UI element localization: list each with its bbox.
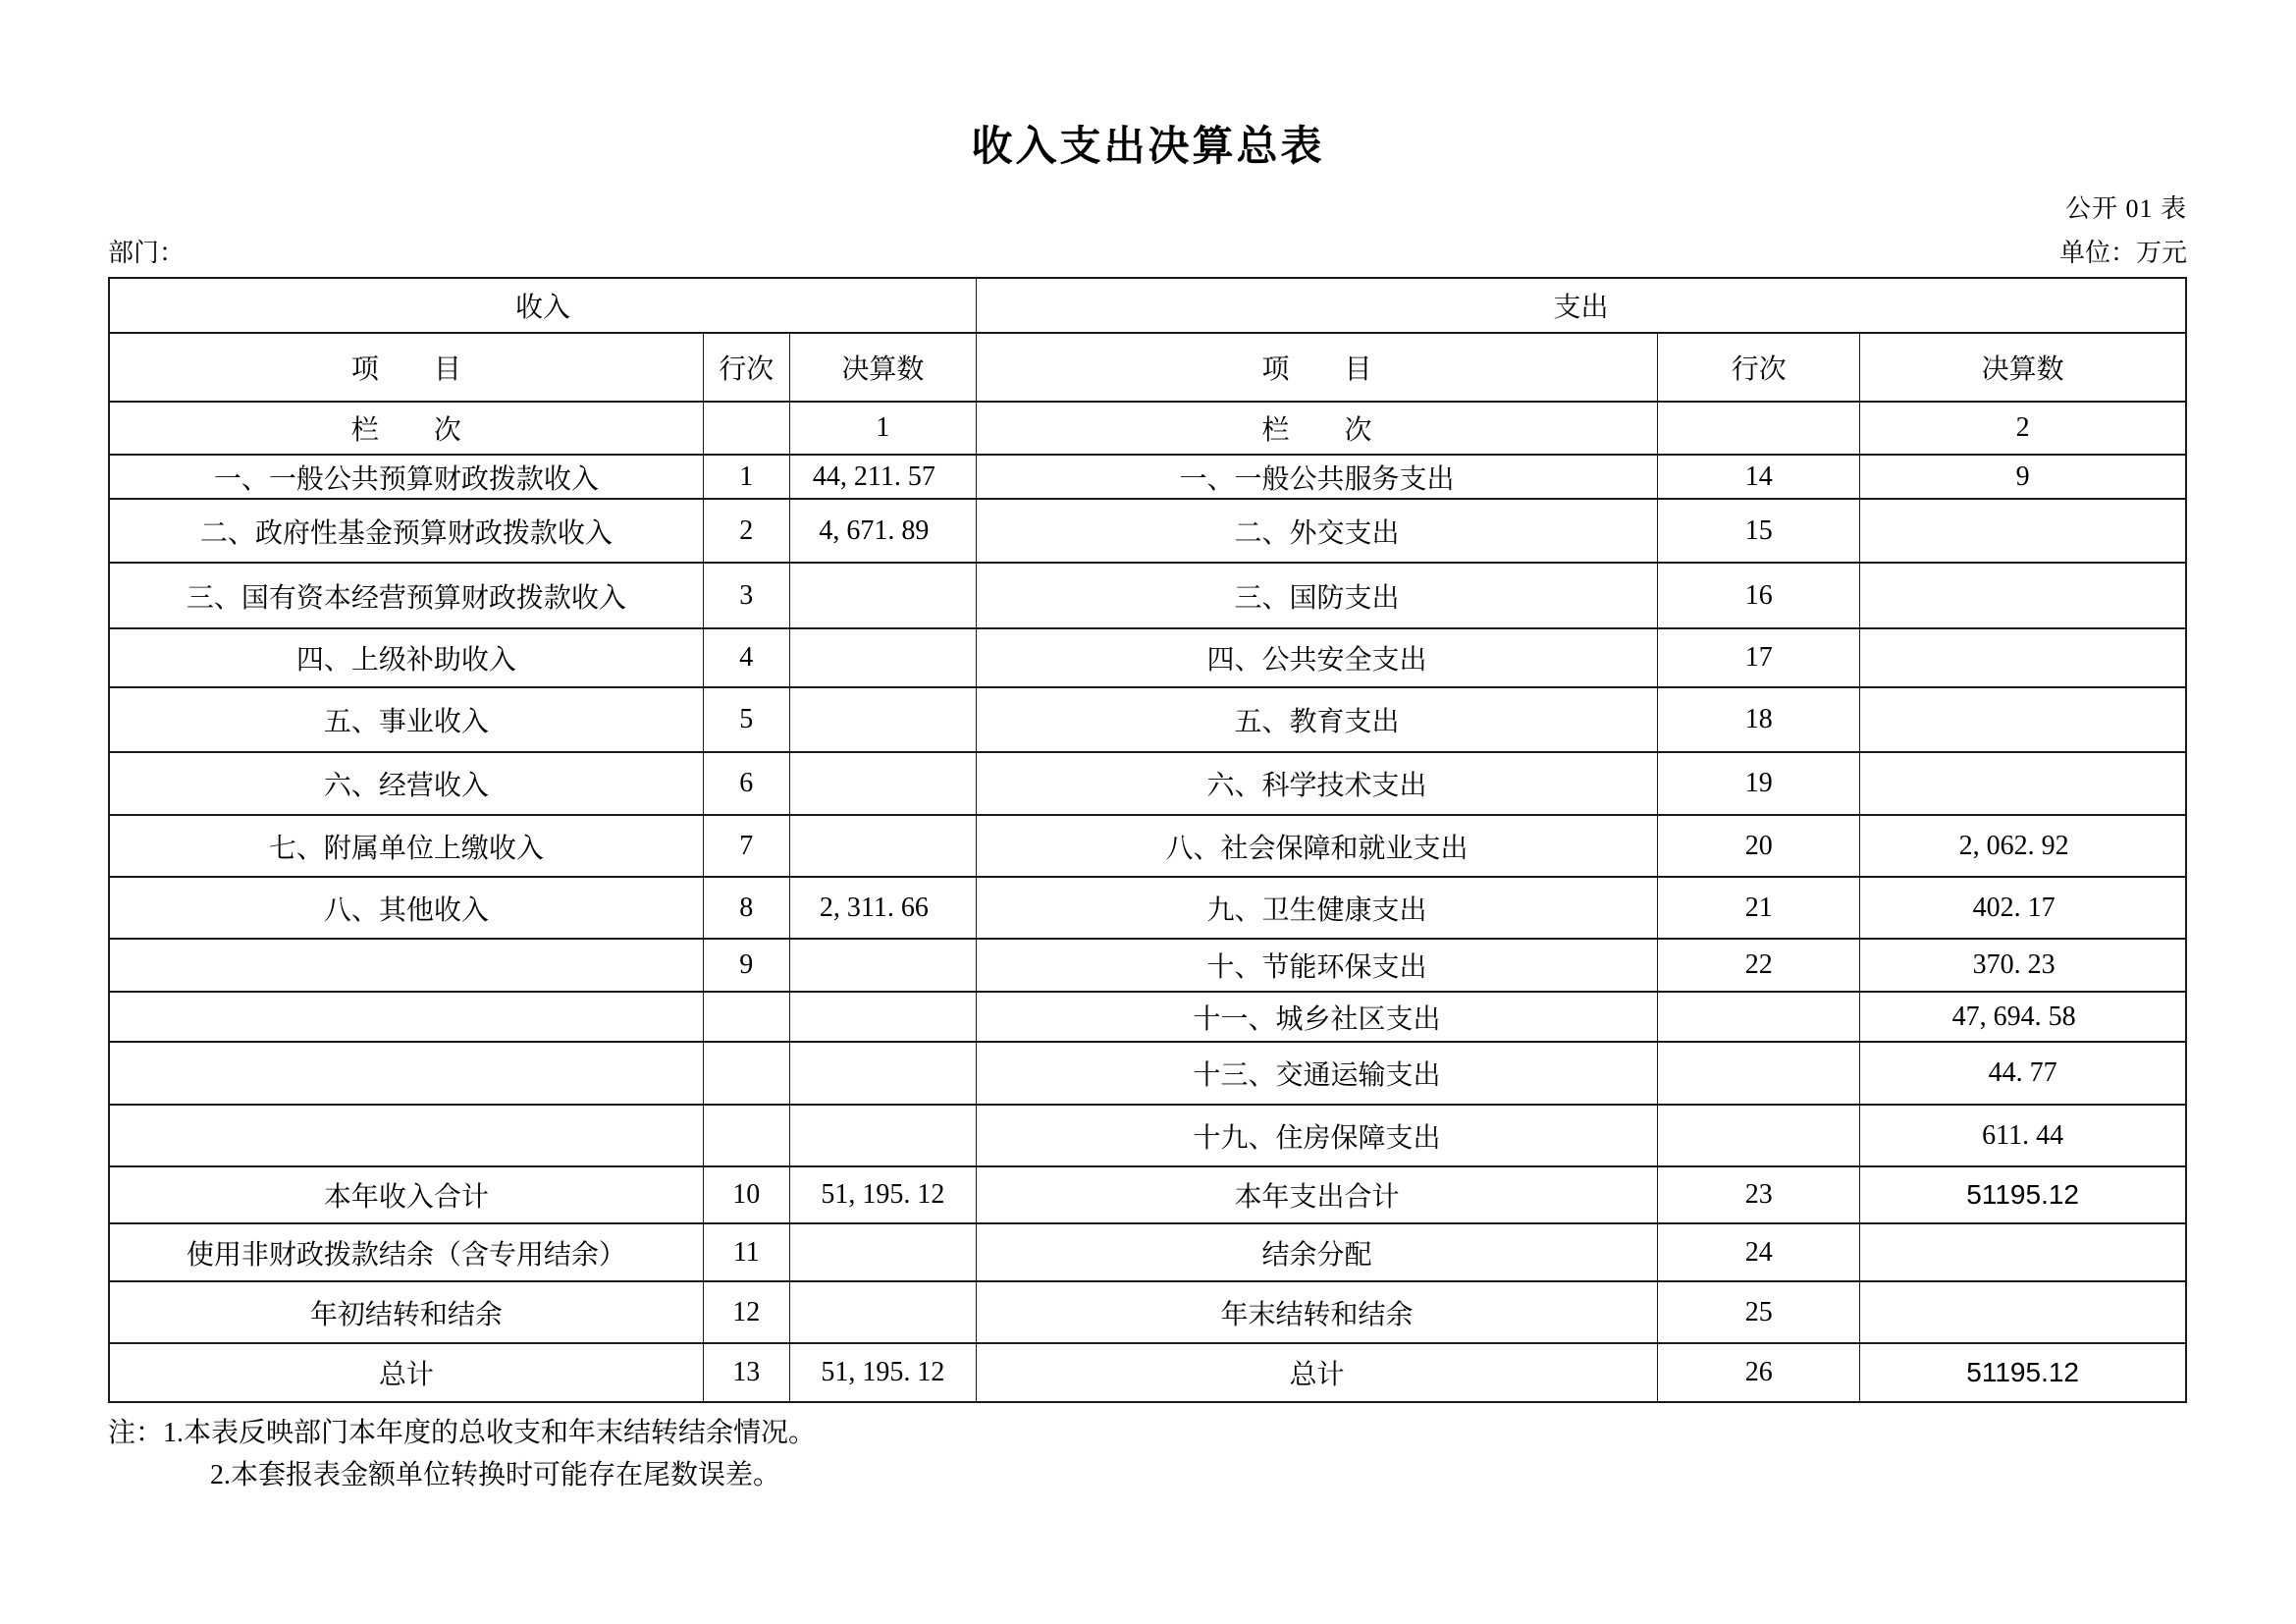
income-line-no [703,1105,789,1166]
income-line-no: 8 [703,877,789,939]
income-item [109,1105,703,1166]
expense-amount: 47, 694. 58 [1860,992,2186,1042]
income-amount [789,815,976,877]
expense-item: 结余分配 [976,1223,1657,1281]
income-amount [789,1281,976,1343]
income-item: 三、国有资本经营预算财政拨款收入 [109,563,703,628]
expense-amount [1860,687,2186,752]
income-amount: 51, 195. 12 [789,1343,976,1402]
table-row [109,1105,2186,1166]
expense-line-no: 16 [1658,563,1860,628]
income-amount [789,563,976,628]
income-rank-empty [703,402,789,455]
expense-amount: 370. 23 [1860,939,2186,992]
income-item: 五、事业收入 [109,687,703,752]
table-row [109,455,2186,499]
meta-row [108,233,2187,269]
section-header-row [109,278,2186,333]
expense-line-no: 21 [1658,877,1860,939]
income-amount [789,1042,976,1105]
expense-item: 年末结转和结余 [976,1281,1657,1343]
expense-amount [1860,628,2186,687]
page-title: 收入支出决算总表 [971,125,1325,170]
income-item: 年初结转和结余 [109,1281,703,1343]
table-row [109,1223,2186,1281]
expense-item: 十九、住房保障支出 [976,1105,1657,1166]
table-row [109,1281,2186,1343]
table-body [109,455,2186,1402]
income-line-no [703,1042,789,1105]
table-row [109,499,2186,563]
expense-item: 三、国防支出 [976,563,1657,628]
income-item: 一、一般公共预算财政拨款收入 [109,455,703,499]
expense-rank-label: 栏 次 [976,402,1657,455]
income-amount [789,628,976,687]
income-item: 二、政府性基金预算财政拨款收入 [109,499,703,563]
income-amount [789,752,976,815]
income-amount [789,687,976,752]
table-row [109,939,2186,992]
income-item: 六、经营收入 [109,752,703,815]
expense-item: 八、社会保障和就业支出 [976,815,1657,877]
expense-item: 十三、交通运输支出 [976,1042,1657,1105]
expense-item: 十一、城乡社区支出 [976,992,1657,1042]
note-line: 注：1.本表反映部门本年度的总收支和年末结转结余情况。 [108,1418,817,1448]
rank-row [109,402,2186,455]
table-row [109,752,2186,815]
income-section-header: 收入 [109,278,976,333]
expense-amount-header: 决算数 [1860,333,2186,402]
income-rank-label: 栏 次 [109,402,703,455]
income-amount-header: 决算数 [789,333,976,402]
income-amount [789,1223,976,1281]
income-line-no: 12 [703,1281,789,1343]
department-label: 部门： [108,239,186,267]
expense-item: 二、外交支出 [976,499,1657,563]
column-header-row [109,333,2186,402]
income-line-no: 11 [703,1223,789,1281]
expense-line-no: 26 [1658,1343,1860,1402]
income-item: 四、上级补助收入 [109,628,703,687]
income-line-no: 2 [703,499,789,563]
expense-amount: 9 [1860,455,2186,499]
note-line: 2.本套报表金额单位转换时可能存在尾数误差。 [210,1460,781,1490]
table-row [109,628,2186,687]
income-line-no: 10 [703,1166,789,1223]
income-line-no: 9 [703,939,789,992]
table-row [109,1343,2186,1402]
expense-line-no: 23 [1658,1166,1860,1223]
table-row [109,992,2186,1042]
expense-line-no: 14 [1658,455,1860,499]
income-amount: 4, 671. 89 [789,499,976,563]
table-row [109,563,2186,628]
expense-line-no: 25 [1658,1281,1860,1343]
expense-amount [1860,1223,2186,1281]
expense-line-no: 22 [1658,939,1860,992]
income-item [109,939,703,992]
income-amount: 44, 211. 57 [789,455,976,499]
expense-amount [1860,1281,2186,1343]
expense-item: 四、公共安全支出 [976,628,1657,687]
income-item [109,992,703,1042]
income-amount: 2, 311. 66 [789,877,976,939]
expense-amount [1860,563,2186,628]
expense-line-no: 17 [1658,628,1860,687]
expense-line-no: 19 [1658,752,1860,815]
expense-line-no: 15 [1658,499,1860,563]
expense-amount: 44. 77 [1860,1042,2186,1105]
income-line-no: 6 [703,752,789,815]
table-row [109,687,2186,752]
expense-line-no [1658,1105,1860,1166]
expense-rank-no: 2 [1860,402,2186,455]
expense-rowno-header: 行次 [1658,333,1860,402]
income-rank-no: 1 [789,402,976,455]
expense-line-no: 18 [1658,687,1860,752]
table-row [109,1042,2186,1105]
income-rowno-header: 行次 [703,333,789,402]
expense-line-no [1658,992,1860,1042]
expense-item: 本年支出合计 [976,1166,1657,1223]
expense-rank-empty [1658,402,1860,455]
expense-item: 六、科学技术支出 [976,752,1657,815]
income-amount [789,939,976,992]
expense-amount: 402. 17 [1860,877,2186,939]
expense-item: 总计 [976,1343,1657,1402]
income-line-no: 5 [703,687,789,752]
table-row [109,877,2186,939]
table-row [109,815,2186,877]
footnotes [108,1412,2187,1496]
income-item [109,1042,703,1105]
expense-item: 一、一般公共服务支出 [976,455,1657,499]
expense-line-no: 20 [1658,815,1860,877]
expense-item: 九、卫生健康支出 [976,877,1657,939]
expense-amount: 51195.12 [1860,1166,2186,1223]
expense-item: 五、教育支出 [976,687,1657,752]
income-line-no: 1 [703,455,789,499]
expense-line-no [1658,1042,1860,1105]
income-line-no: 3 [703,563,789,628]
income-item: 使用非财政拨款结余（含专用结余） [109,1223,703,1281]
table-row [109,1166,2186,1223]
unit-label: 单位：万元 [2058,239,2187,267]
expense-amount [1860,752,2186,815]
income-line-no: 4 [703,628,789,687]
expense-amount: 611. 44 [1860,1105,2186,1166]
income-amount [789,1105,976,1166]
expense-amount: 51195.12 [1860,1343,2186,1402]
income-amount [789,992,976,1042]
expense-amount [1860,499,2186,563]
income-amount: 51, 195. 12 [789,1166,976,1223]
income-item: 本年收入合计 [109,1166,703,1223]
table-number-label: 公开 01 表 [2064,194,2187,223]
budget-summary-table [108,277,2187,1403]
expense-item-header: 项 目 [976,333,1657,402]
income-item: 七、附属单位上缴收入 [109,815,703,877]
expense-item: 十、节能环保支出 [976,939,1657,992]
income-item: 总计 [109,1343,703,1402]
income-line-no: 7 [703,815,789,877]
income-item: 八、其他收入 [109,877,703,939]
income-line-no [703,992,789,1042]
income-line-no: 13 [703,1343,789,1402]
expense-line-no: 24 [1658,1223,1860,1281]
expense-section-header: 支出 [976,278,2186,333]
expense-amount: 2, 062. 92 [1860,815,2186,877]
income-item-header: 项 目 [109,333,703,402]
